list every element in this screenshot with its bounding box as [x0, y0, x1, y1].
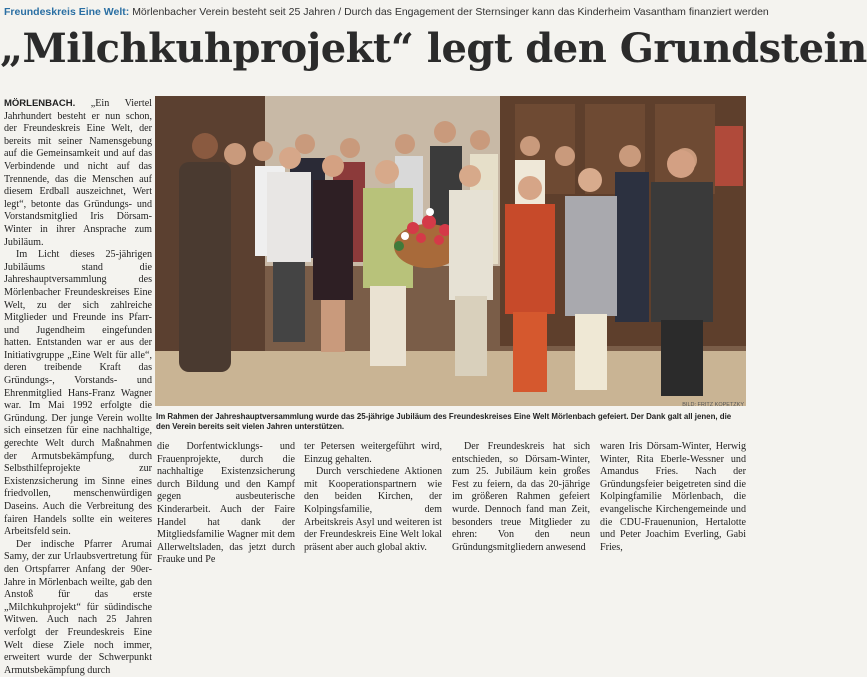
- paragraph: Durch verschiedene Aktionen mit Kooperationspartnern wie den beiden Kirchen, der Kolpingsfamilie, dem Arbeitskreis Asyl und weiteren ist der Freundeskreis Eine Welt lokal präsent aber auch global aktiv.: [304, 466, 442, 553]
- article-column-4: [452, 441, 590, 553]
- article-column-1: [4, 98, 152, 676]
- photo-credit: BILD: FRITZ KOPETZKY: [682, 402, 744, 408]
- paragraph: Im Licht dieses 25-jährigen Jubiläums stand die Jahreshauptversammlung des Mörlenbacher Freundeskreises Eine Welt, zu der sich zahlreiche Mitglieder und Freunde ins Pfarr- und Jugendheim eingefunden hatten. Entstanden war er aus der Initiativgruppe „Eine Welt für alle“, deren treibende Kraft das Gründungs-, Vorstands- und Ehrenmitglied Hans-Franz Wagner war. Im Mai 1992 erfolgte die Gründung. Der junge Verein wollte sich einsetzen für eine nachhaltige, gerechte Welt durch Maßnahmen der Armutsbekämpfung, durch Selbsthilfeprojekte zur Existenzsicherung im Sinne eines friedvollen, menschenwürdigen Daseins. Auch die Verbreitung des fairen Handels sollte ein weiteres Arbeitsfeld sein.: [4, 249, 152, 538]
- paragraph: ter Petersen weitergeführt wird, Einzug gehalten.: [304, 441, 442, 465]
- paragraph-text: „Ein Viertel Jahrhundert besteht er nun schon, der Freundeskreis Eine Welt, der bereits mit seiner Namensgebung auf die Gemeinsamkeit und auf das Verbindende und nicht auf das Trennende, das die Menschen auf diesem Erdball auszeichnet, Wert legt“, betonte das Gründungs- und Vorstandsmitglied Iris Dörsam-Winter in ihrer Ansprache zum Jubiläum.: [4, 98, 152, 248]
- rubric: Freundeskreis Eine Welt:: [4, 6, 130, 18]
- paragraph: waren Iris Dörsam-Winter, Herwig Winter, Rita Eberle-Wessner und Amandus Fries. Nach der Gründungsfeier beigetreten sind die Kolpingfamilie Mörlenbach, die evangelische Kirchengemeinde und die CDU-Frauenunion, Hertalotte und Peter Joachim Everling, Gabi Fries,: [600, 441, 746, 553]
- paragraph: Der Freundeskreis hat sich entschieden, so Dörsam-Winter, zum 25. Jubiläum kein großes Fest zu feiern, da das 20-jährige im größeren Rahmen gefeiert wurde. Dennoch fand man Zeit, besonders treue Mitglieder zu ehren: Von den neun Gründungsmitgliedern anwesend: [452, 441, 590, 553]
- paragraph: [4, 98, 152, 249]
- group-photo: [155, 96, 746, 406]
- paragraph: die Dorfentwicklungs- und Frauenprojekte, durch die nachhaltige Existenzsicherung durch Bildung und den Kampf gegen ausbeuterische Kinderarbeit. Auch der Faire Handel hat dank der Mitgliedsfamilie Wagner mit dem Allerweltsladen, das jetzt durch Frauke und Pe: [157, 441, 295, 566]
- paragraph: Der indische Pfarrer Arumai Samy, der zur Urlaubsvertretung für den Ortspfarrer Anfang der 90er-Jahre in Mörlenbach weilte, gab den Anstoß für das erste „Milchkuhprojekt“ für südindische Witwen. Auch nach 25 Jahren verfolgt der Freundeskreis Eine Welt diese Ziele noch immer, erweitert wurde der Schwerpunkt Armutsbekämpfung durch: [4, 538, 152, 676]
- article-column-5: [600, 441, 746, 553]
- headline: „Milchkuhprojekt“ legt den Grundstein: [0, 25, 867, 72]
- group-photo-illustration: [155, 96, 746, 406]
- article-column-2: [157, 441, 295, 566]
- dateline: MÖRLENBACH.: [4, 98, 76, 109]
- photo-caption: Im Rahmen der Jahreshauptversammlung wurde das 25-jährige Jubiläum des Freundeskreises Eine Welt Mörlenbach gefeiert. Der Dank galt all jenen, die den Verein bereits seit vielen Jahren unterstützen.: [156, 412, 732, 431]
- kicker-line: [4, 6, 769, 19]
- article-column-3: [304, 441, 442, 553]
- kicker-subtitle: Mörlenbacher Verein besteht seit 25 Jahren / Durch das Engagement der Sternsinger kann das Kinderheim Vasantham finanziert werden: [132, 6, 769, 18]
